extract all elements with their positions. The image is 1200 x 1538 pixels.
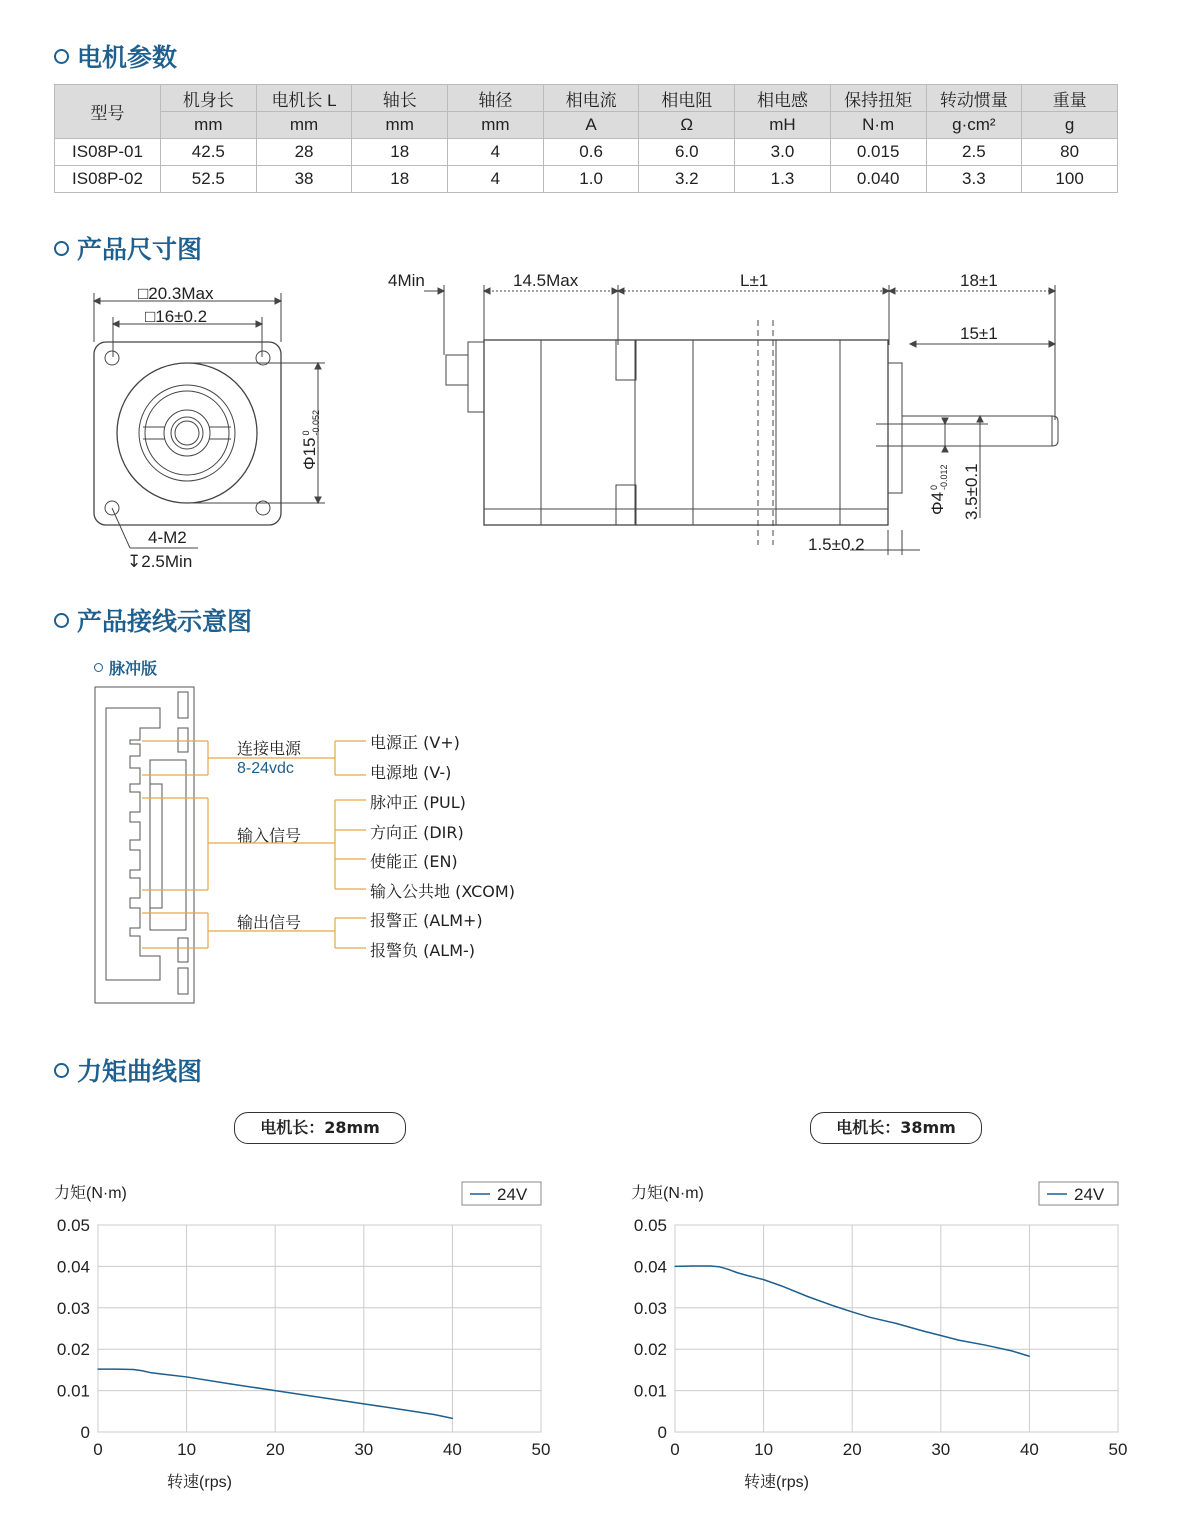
value-cell: 18 [352, 166, 448, 193]
data-point [869, 1317, 870, 1318]
y-tick-label: 0.05 [56, 1216, 90, 1235]
wiring-pin-label: 报警正 (ALM+) [370, 911, 483, 930]
data-point [807, 1296, 808, 1297]
unit-cell: mH [735, 112, 831, 139]
unit-cell: mm [448, 112, 544, 139]
data-point [745, 1274, 746, 1275]
value-cell: 38 [256, 166, 352, 193]
x-tick-label: 0 [670, 1440, 680, 1459]
value-cell: 0.6 [543, 139, 639, 166]
chart-title-28mm: 电机长：28mm [234, 1112, 406, 1144]
value-cell: 3.2 [639, 166, 735, 193]
section-title-torque: 力矩曲线图 [54, 1052, 202, 1088]
x-tick-label: 0 [93, 1440, 103, 1459]
data-point [363, 1403, 364, 1404]
data-point [781, 1285, 782, 1286]
data-point [728, 1269, 729, 1270]
y-axis-label: 力矩(N·m) [631, 1185, 704, 1202]
circle-bullet-icon [54, 49, 69, 64]
y-tick-label: 0.01 [633, 1381, 667, 1401]
data-point [958, 1339, 959, 1340]
unit-cell: mm [352, 112, 448, 139]
params-table [54, 84, 1118, 193]
data-point [115, 1368, 116, 1369]
chart-title-38mm: 电机长：38mm [810, 1112, 982, 1144]
header-cell: 相电阻 [639, 85, 735, 112]
x-axis-label: 转速(rps) [167, 1474, 232, 1491]
data-point [408, 1410, 409, 1411]
value-cell: 42.5 [161, 139, 257, 166]
data-point [1029, 1356, 1030, 1357]
dim-1-5: 1.5±0.2 [808, 535, 865, 554]
y-tick-label: 0.04 [56, 1257, 90, 1277]
y-tick-label: 0.01 [56, 1381, 90, 1401]
data-point [710, 1265, 711, 1266]
y-tick-label: 0.03 [56, 1298, 90, 1318]
section-title-params: 电机参数 [54, 38, 177, 74]
unit-cell: A [543, 112, 639, 139]
header-cell: 轴径 [448, 85, 544, 112]
value-cell: 0.040 [830, 166, 926, 193]
value-cell: 1.0 [543, 166, 639, 193]
data-point [922, 1330, 923, 1331]
header-cell: 重量 [1022, 85, 1118, 112]
data-point [275, 1390, 276, 1391]
connector-drawing [90, 680, 550, 1010]
x-axis-label: 转速(rps) [744, 1474, 809, 1491]
data-point [736, 1272, 737, 1273]
x-tick-label: 40 [1019, 1440, 1039, 1459]
table-row [55, 166, 1118, 193]
header-cell: 转动惯量 [926, 85, 1022, 112]
y-axis-label: 力矩(N·m) [54, 1185, 127, 1202]
plot-area [675, 1225, 1118, 1432]
data-point [1011, 1350, 1012, 1351]
dim-depth-label: ↧2.5Min [127, 552, 193, 571]
wiring-pin-label: 使能正 (EN) [370, 852, 458, 871]
data-point [692, 1265, 693, 1266]
dim-14-5max: 14.5Max [513, 271, 579, 290]
wiring-group-label: 连接电源 [237, 739, 302, 758]
data-point [97, 1368, 98, 1369]
dim-outer-label: □20.3Max [138, 284, 214, 303]
data-point [142, 1370, 143, 1371]
data-point [186, 1376, 187, 1377]
wiring-group-label: 输入信号 [237, 826, 302, 845]
y-tick-label: 0.02 [56, 1340, 90, 1360]
model-cell: IS08P-02 [55, 166, 161, 193]
unit-cell: mm [161, 112, 257, 139]
data-point [896, 1323, 897, 1324]
data-point [719, 1266, 720, 1267]
value-cell: 3.0 [735, 139, 831, 166]
x-tick-label: 50 [1108, 1440, 1128, 1459]
wiring-pin-label: 输入公共地 (XCOM) [370, 882, 515, 901]
circle-bullet-icon [54, 1063, 69, 1078]
value-cell: 4 [448, 166, 544, 193]
value-cell: 3.3 [926, 166, 1022, 193]
value-cell: 4 [448, 139, 544, 166]
value-cell: 100 [1022, 166, 1118, 193]
table-unit-row [55, 112, 1118, 139]
torque-chart-28mm [40, 1170, 570, 1500]
x-tick-label: 40 [442, 1440, 462, 1459]
unit-cell: g·cm² [926, 112, 1022, 139]
model-header-cell: 型号 [55, 85, 161, 139]
dim-shaft: Φ40 -0.012 [928, 464, 949, 515]
model-cell: IS08P-01 [55, 139, 161, 166]
x-tick-label: 10 [754, 1440, 774, 1459]
dim-inner-label: □16±0.2 [145, 307, 208, 326]
data-point [985, 1344, 986, 1345]
table-header-row [55, 85, 1118, 112]
x-tick-label: 20 [265, 1440, 285, 1459]
unit-cell: Ω [639, 112, 735, 139]
wiring-pin-label: 方向正 (DIR) [370, 823, 464, 842]
y-tick-label: 0.02 [633, 1340, 667, 1360]
table-row [55, 139, 1118, 166]
header-cell: 相电流 [543, 85, 639, 112]
value-cell: 6.0 [639, 139, 735, 166]
value-cell: 28 [256, 139, 352, 166]
x-tick-label: 30 [354, 1440, 374, 1459]
y-tick-label: 0.04 [633, 1257, 667, 1277]
legend-label: 24V [497, 1185, 528, 1204]
x-tick-label: 30 [931, 1440, 951, 1459]
data-point [674, 1266, 675, 1267]
dim-18: 18±1 [960, 271, 998, 290]
dim-4min: 4Min [388, 271, 425, 290]
unit-cell: g [1022, 112, 1118, 139]
y-tick-label: 0 [657, 1423, 667, 1442]
value-cell: 80 [1022, 139, 1118, 166]
wiring-pin-label: 脉冲正 (PUL) [370, 793, 466, 812]
dim-15: 15±1 [960, 324, 998, 343]
y-tick-label: 0 [80, 1423, 90, 1442]
wiring-pin-label: 电源正 (V+) [370, 733, 460, 752]
wiring-subtitle: 脉冲版 [94, 656, 157, 679]
data-point [434, 1414, 435, 1415]
circle-bullet-icon [94, 663, 103, 672]
wiring-group-label: 输出信号 [237, 913, 302, 932]
value-cell: 18 [352, 139, 448, 166]
value-cell: 52.5 [161, 166, 257, 193]
unit-cell: mm [256, 112, 352, 139]
dim-pilot-label: Φ150 -0.052 [300, 409, 321, 470]
section-title-wiring: 产品接线示意图 [54, 602, 252, 638]
y-tick-label: 0.05 [633, 1216, 667, 1235]
data-point [319, 1397, 320, 1398]
y-tick-label: 0.03 [633, 1298, 667, 1318]
x-tick-label: 10 [177, 1440, 197, 1459]
wiring-voltage-label: 8-24vdc [237, 760, 294, 777]
data-point [940, 1335, 941, 1336]
data-point [763, 1279, 764, 1280]
legend-label: 24V [1074, 1185, 1105, 1204]
data-point [230, 1383, 231, 1384]
data-point [133, 1369, 134, 1370]
value-cell: 0.015 [830, 139, 926, 166]
header-cell: 轴长 [352, 85, 448, 112]
wiring-pin-label: 电源地 (V-) [370, 763, 452, 782]
unit-cell: N·m [830, 112, 926, 139]
wiring-pin-label: 报警负 (ALM-) [370, 941, 476, 960]
section-title-dimensions: 产品尺寸图 [54, 230, 202, 266]
data-point [834, 1306, 835, 1307]
x-tick-label: 20 [842, 1440, 862, 1459]
dim-holes-label: 4-M2 [148, 528, 187, 547]
circle-bullet-icon [54, 613, 69, 628]
side-view-drawing [380, 270, 1080, 570]
circle-bullet-icon [54, 241, 69, 256]
data-point [168, 1374, 169, 1375]
header-cell: 机身长 [161, 85, 257, 112]
value-cell: 2.5 [926, 139, 1022, 166]
data-point [151, 1372, 152, 1373]
plot-area [98, 1225, 541, 1432]
data-point [452, 1418, 453, 1419]
header-cell: 相电感 [735, 85, 831, 112]
x-tick-label: 50 [531, 1440, 551, 1459]
dim-flat: 3.5±0.1 [962, 463, 981, 520]
data-point [852, 1311, 853, 1312]
header-cell: 保持扭矩 [830, 85, 926, 112]
header-cell: 电机长 L [256, 85, 352, 112]
dim-l: L±1 [740, 271, 769, 290]
value-cell: 1.3 [735, 166, 831, 193]
torque-chart-38mm [617, 1170, 1147, 1500]
